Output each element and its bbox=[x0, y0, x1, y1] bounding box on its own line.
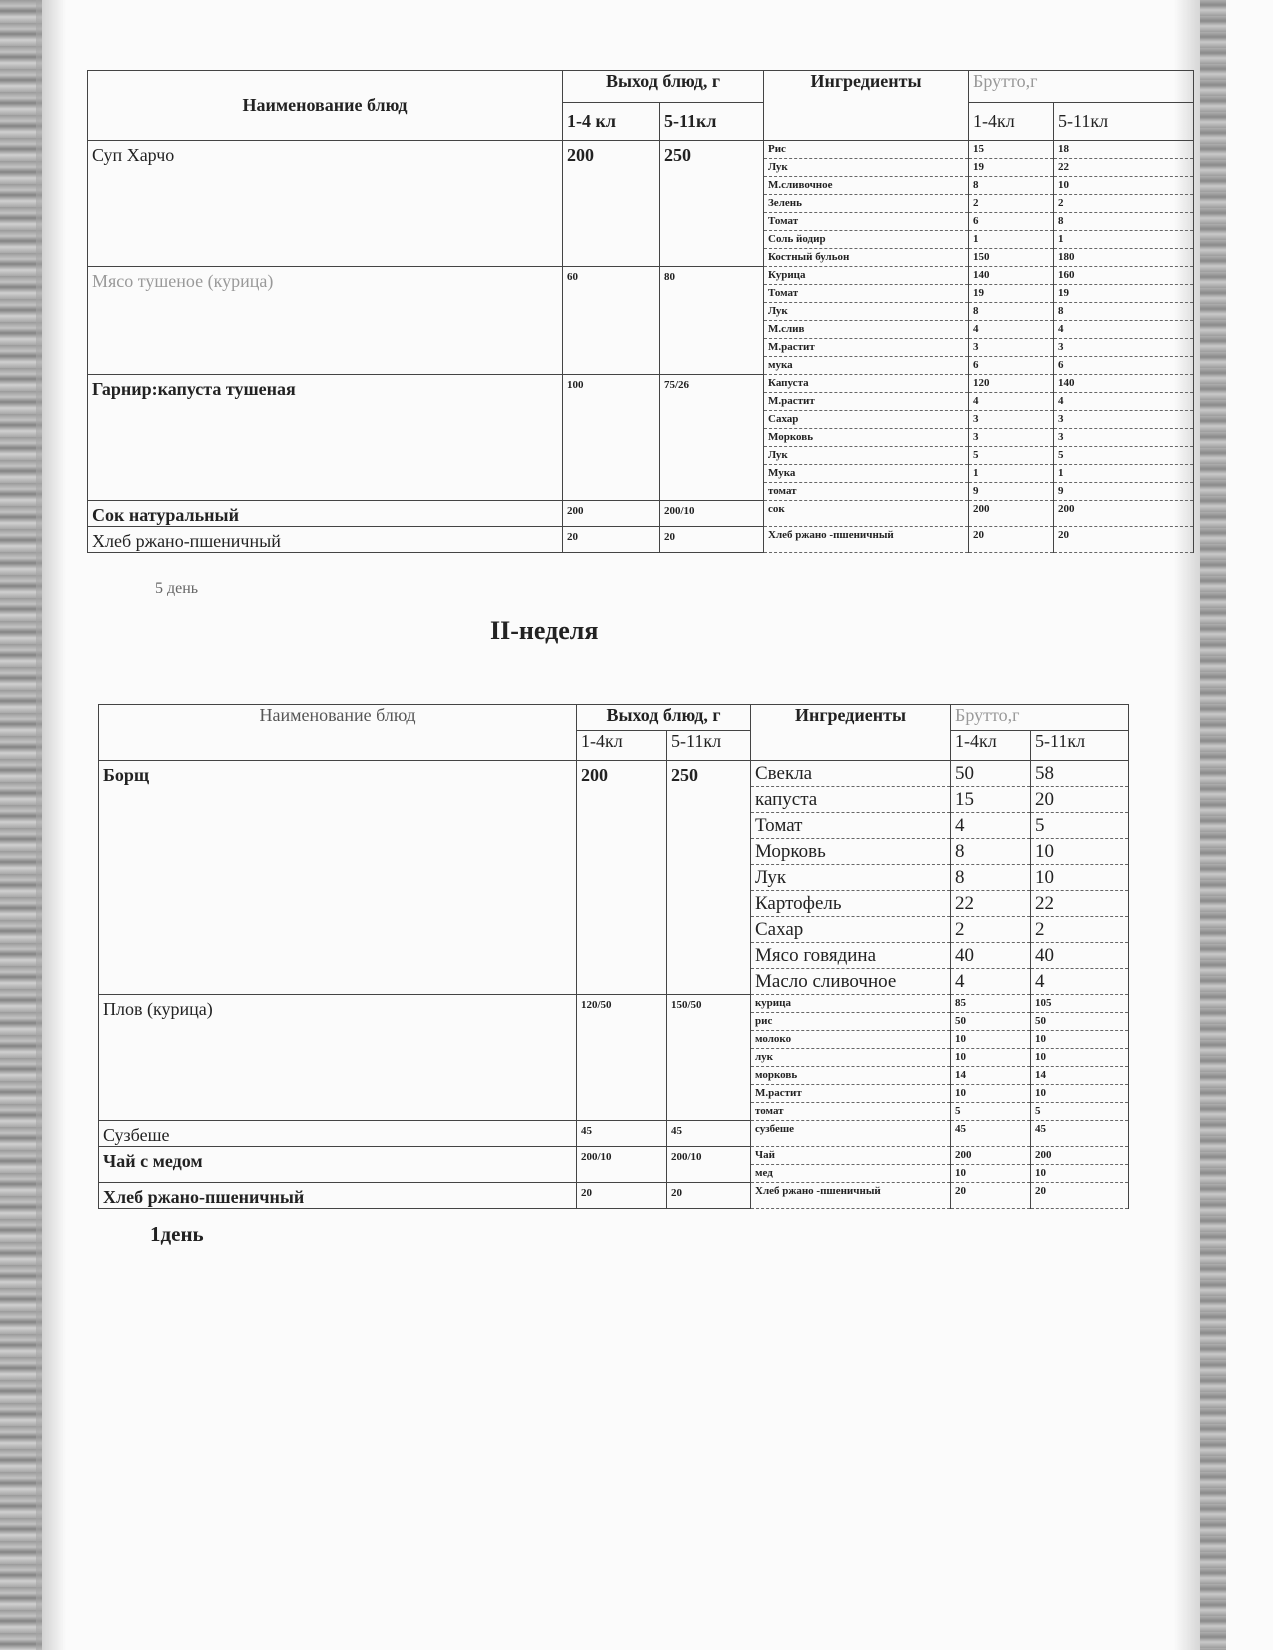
dish-name: Чай с медом bbox=[99, 1147, 577, 1183]
dish-output-1-4: 200/10 bbox=[577, 1147, 667, 1183]
gross-1-4: 200 bbox=[951, 1147, 1031, 1165]
gross-5-11: 9 bbox=[1054, 483, 1194, 501]
dish-output-5-11: 250 bbox=[660, 141, 764, 267]
dish-name: Хлеб ржано-пшеничный bbox=[88, 527, 563, 553]
header-output: Выход блюд, г bbox=[577, 705, 751, 731]
gross-5-11: 3 bbox=[1054, 429, 1194, 447]
gross-5-11: 10 bbox=[1031, 1165, 1129, 1183]
gross-5-11: 14 bbox=[1031, 1067, 1129, 1085]
gross-1-4: 140 bbox=[969, 267, 1054, 285]
dish-output-1-4: 60 bbox=[563, 267, 660, 375]
day-label-1: 1день bbox=[150, 1222, 204, 1246]
dish-output-5-11: 150/50 bbox=[667, 995, 751, 1121]
dish-name: Сок натуральный bbox=[88, 501, 563, 527]
header-grade-1-4: 1-4 кл bbox=[563, 103, 660, 141]
gross-5-11: 4 bbox=[1054, 393, 1194, 411]
dish-output-5-11: 20 bbox=[667, 1183, 751, 1209]
gross-1-4: 3 bbox=[969, 429, 1054, 447]
ingredient-name: томат bbox=[764, 483, 969, 501]
gross-1-4: 20 bbox=[951, 1183, 1031, 1209]
gross-5-11: 1 bbox=[1054, 231, 1194, 249]
gross-1-4: 5 bbox=[951, 1103, 1031, 1121]
dish-output-1-4: 100 bbox=[563, 375, 660, 501]
gross-1-4: 3 bbox=[969, 411, 1054, 429]
gross-5-11: 140 bbox=[1054, 375, 1194, 393]
gross-1-4: 9 bbox=[969, 483, 1054, 501]
dish-output-1-4: 20 bbox=[577, 1183, 667, 1209]
gross-1-4: 2 bbox=[951, 917, 1031, 943]
gross-1-4: 4 bbox=[951, 969, 1031, 995]
table-row bbox=[88, 267, 1194, 285]
gross-5-11: 4 bbox=[1031, 969, 1129, 995]
ingredient-name: Сахар bbox=[751, 917, 951, 943]
dish-output-5-11: 200/10 bbox=[660, 501, 764, 527]
header-ingredients: Ингредиенты bbox=[751, 705, 951, 761]
gross-1-4: 8 bbox=[969, 177, 1054, 195]
table-row bbox=[88, 527, 1194, 553]
gross-5-11: 45 bbox=[1031, 1121, 1129, 1147]
header-ingredients: Ингредиенты bbox=[764, 71, 969, 141]
gross-1-4: 19 bbox=[969, 285, 1054, 303]
gross-5-11: 18 bbox=[1054, 141, 1194, 159]
gross-1-4: 150 bbox=[969, 249, 1054, 267]
ingredient-name: Рис bbox=[764, 141, 969, 159]
dish-output-5-11: 75/26 bbox=[660, 375, 764, 501]
gross-1-4: 45 bbox=[951, 1121, 1031, 1147]
ingredient-name: капуста bbox=[751, 787, 951, 813]
header-gross-1-4: 1-4кл bbox=[951, 731, 1031, 761]
ingredient-name: Зелень bbox=[764, 195, 969, 213]
gross-1-4: 4 bbox=[951, 813, 1031, 839]
dish-output-5-11: 80 bbox=[660, 267, 764, 375]
gross-1-4: 2 bbox=[969, 195, 1054, 213]
ingredient-name: мука bbox=[764, 357, 969, 375]
ingredient-name: Картофель bbox=[751, 891, 951, 917]
gross-1-4: 40 bbox=[951, 943, 1031, 969]
ingredient-name: Курица bbox=[764, 267, 969, 285]
gross-1-4: 50 bbox=[951, 1013, 1031, 1031]
ingredient-name: лук bbox=[751, 1049, 951, 1067]
gross-5-11: 10 bbox=[1054, 177, 1194, 195]
dish-output-1-4: 120/50 bbox=[577, 995, 667, 1121]
gross-5-11: 105 bbox=[1031, 995, 1129, 1013]
header-gross: Брутто,г bbox=[951, 705, 1129, 731]
gross-5-11: 2 bbox=[1054, 195, 1194, 213]
gross-1-4: 1 bbox=[969, 231, 1054, 249]
ingredient-name: сузбеше bbox=[751, 1121, 951, 1147]
ingredient-name: молоко bbox=[751, 1031, 951, 1049]
gross-1-4: 15 bbox=[969, 141, 1054, 159]
ingredient-name: М.сливочное bbox=[764, 177, 969, 195]
dish-output-5-11: 45 bbox=[667, 1121, 751, 1147]
dish-output-5-11: 20 bbox=[660, 527, 764, 553]
gross-1-4: 50 bbox=[951, 761, 1031, 787]
ingredient-name: мед bbox=[751, 1165, 951, 1183]
menu-table-day1 bbox=[98, 704, 1129, 1209]
ingredient-name: Мука bbox=[764, 465, 969, 483]
gross-5-11: 200 bbox=[1054, 501, 1194, 527]
gross-1-4: 4 bbox=[969, 393, 1054, 411]
ingredient-name: Капуста bbox=[764, 375, 969, 393]
gross-5-11: 5 bbox=[1054, 447, 1194, 465]
gross-5-11: 160 bbox=[1054, 267, 1194, 285]
gross-5-11: 1 bbox=[1054, 465, 1194, 483]
gross-5-11: 5 bbox=[1031, 813, 1129, 839]
gross-5-11: 8 bbox=[1054, 303, 1194, 321]
gross-5-11: 5 bbox=[1031, 1103, 1129, 1121]
gross-5-11: 58 bbox=[1031, 761, 1129, 787]
header-grade-1-4: 1-4кл bbox=[577, 731, 667, 761]
header-grade-5-11: 5-11кл bbox=[660, 103, 764, 141]
gross-1-4: 6 bbox=[969, 357, 1054, 375]
dish-name: Гарнир:капуста тушеная bbox=[88, 375, 563, 501]
header-gross: Брутто,г bbox=[969, 71, 1194, 103]
ingredient-name: Хлеб ржано -пшеничный bbox=[764, 527, 969, 553]
gross-1-4: 120 bbox=[969, 375, 1054, 393]
table-row bbox=[99, 1121, 1129, 1147]
gross-5-11: 4 bbox=[1054, 321, 1194, 339]
ingredient-name: Морковь bbox=[751, 839, 951, 865]
gross-5-11: 20 bbox=[1031, 1183, 1129, 1209]
ingredient-name: Хлеб ржано -пшеничный bbox=[751, 1183, 951, 1209]
gross-5-11: 6 bbox=[1054, 357, 1194, 375]
gross-1-4: 19 bbox=[969, 159, 1054, 177]
dish-name: Плов (курица) bbox=[99, 995, 577, 1121]
ingredient-name: Томат bbox=[764, 285, 969, 303]
gross-5-11: 19 bbox=[1054, 285, 1194, 303]
ingredient-name: М.слив bbox=[764, 321, 969, 339]
dish-output-1-4: 200 bbox=[577, 761, 667, 995]
ingredient-name: М.растит bbox=[764, 339, 969, 357]
gross-5-11: 40 bbox=[1031, 943, 1129, 969]
gross-5-11: 3 bbox=[1054, 339, 1194, 357]
gross-5-11: 50 bbox=[1031, 1013, 1129, 1031]
table2-body bbox=[99, 761, 1129, 1209]
ingredient-name: Соль йодир bbox=[764, 231, 969, 249]
table-row bbox=[99, 1183, 1129, 1209]
ingredient-name: Масло сливочное bbox=[751, 969, 951, 995]
gross-5-11: 8 bbox=[1054, 213, 1194, 231]
ingredient-name: Томат bbox=[751, 813, 951, 839]
table-row bbox=[88, 375, 1194, 393]
header-gross-1-4: 1-4кл bbox=[969, 103, 1054, 141]
gross-5-11: 3 bbox=[1054, 411, 1194, 429]
table-row bbox=[99, 761, 1129, 787]
dish-name: Борщ bbox=[99, 761, 577, 995]
header-output: Выход блюд, г bbox=[563, 71, 764, 103]
gross-1-4: 8 bbox=[969, 303, 1054, 321]
gross-1-4: 6 bbox=[969, 213, 1054, 231]
ingredient-name: Чай bbox=[751, 1147, 951, 1165]
ingredient-name: сок bbox=[764, 501, 969, 527]
dish-output-1-4: 45 bbox=[577, 1121, 667, 1147]
table-row bbox=[88, 141, 1194, 159]
gross-5-11: 2 bbox=[1031, 917, 1129, 943]
gross-1-4: 5 bbox=[969, 447, 1054, 465]
ingredient-name: М.растит bbox=[751, 1085, 951, 1103]
ingredient-name: Лук bbox=[764, 447, 969, 465]
ingredient-name: томат bbox=[751, 1103, 951, 1121]
ingredient-name: рис bbox=[751, 1013, 951, 1031]
ingredient-name: Свекла bbox=[751, 761, 951, 787]
gross-1-4: 200 bbox=[969, 501, 1054, 527]
ingredient-name: Костный бульон bbox=[764, 249, 969, 267]
dish-name: Мясо тушеное (курица) bbox=[88, 267, 563, 375]
ingredient-name: Морковь bbox=[764, 429, 969, 447]
table-row bbox=[99, 995, 1129, 1013]
ingredient-name: Мясо говядина bbox=[751, 943, 951, 969]
scan-edge-left bbox=[0, 0, 42, 1650]
ingredient-name: морковь bbox=[751, 1067, 951, 1085]
table-row bbox=[99, 1147, 1129, 1165]
gross-1-4: 8 bbox=[951, 839, 1031, 865]
table-row bbox=[88, 501, 1194, 527]
dish-output-1-4: 20 bbox=[563, 527, 660, 553]
gross-1-4: 10 bbox=[951, 1031, 1031, 1049]
ingredient-name: курица bbox=[751, 995, 951, 1013]
gross-5-11: 22 bbox=[1031, 891, 1129, 917]
dish-output-5-11: 200/10 bbox=[667, 1147, 751, 1183]
gross-1-4: 8 bbox=[951, 865, 1031, 891]
gross-5-11: 22 bbox=[1054, 159, 1194, 177]
header-dish: Наименование блюд bbox=[99, 705, 577, 761]
gross-1-4: 85 bbox=[951, 995, 1031, 1013]
header-gross-5-11: 5-11кл bbox=[1031, 731, 1129, 761]
menu-table-day5 bbox=[87, 70, 1194, 553]
gross-5-11: 10 bbox=[1031, 1085, 1129, 1103]
gross-1-4: 22 bbox=[951, 891, 1031, 917]
ingredient-name: Лук bbox=[764, 303, 969, 321]
gross-5-11: 200 bbox=[1031, 1147, 1129, 1165]
gross-1-4: 20 bbox=[969, 527, 1054, 553]
gross-1-4: 10 bbox=[951, 1165, 1031, 1183]
gross-5-11: 10 bbox=[1031, 1049, 1129, 1067]
week-title: II-неделя bbox=[490, 616, 599, 645]
gross-1-4: 10 bbox=[951, 1049, 1031, 1067]
gross-5-11: 20 bbox=[1031, 787, 1129, 813]
scan-edge-right bbox=[1200, 0, 1226, 1650]
gross-1-4: 4 bbox=[969, 321, 1054, 339]
gross-1-4: 14 bbox=[951, 1067, 1031, 1085]
table1-body bbox=[88, 141, 1194, 553]
gross-1-4: 3 bbox=[969, 339, 1054, 357]
day-label-5: 5 день bbox=[155, 580, 199, 597]
dish-output-1-4: 200 bbox=[563, 141, 660, 267]
ingredient-name: М.растит bbox=[764, 393, 969, 411]
gross-1-4: 1 bbox=[969, 465, 1054, 483]
header-dish: Наименование блюд bbox=[88, 71, 563, 141]
ingredient-name: Лук bbox=[751, 865, 951, 891]
ingredient-name: Лук bbox=[764, 159, 969, 177]
gross-5-11: 10 bbox=[1031, 839, 1129, 865]
gross-1-4: 10 bbox=[951, 1085, 1031, 1103]
ingredient-name: Сахар bbox=[764, 411, 969, 429]
dish-name: Сузбеше bbox=[99, 1121, 577, 1147]
dish-output-1-4: 200 bbox=[563, 501, 660, 527]
gross-5-11: 20 bbox=[1054, 527, 1194, 553]
dish-name: Хлеб ржано-пшеничный bbox=[99, 1183, 577, 1209]
header-gross-5-11: 5-11кл bbox=[1054, 103, 1194, 141]
header-grade-5-11: 5-11кл bbox=[667, 731, 751, 761]
gross-5-11: 10 bbox=[1031, 865, 1129, 891]
ingredient-name: Томат bbox=[764, 213, 969, 231]
gross-5-11: 10 bbox=[1031, 1031, 1129, 1049]
dish-output-5-11: 250 bbox=[667, 761, 751, 995]
gross-1-4: 15 bbox=[951, 787, 1031, 813]
gross-5-11: 180 bbox=[1054, 249, 1194, 267]
dish-name: Суп Харчо bbox=[88, 141, 563, 267]
